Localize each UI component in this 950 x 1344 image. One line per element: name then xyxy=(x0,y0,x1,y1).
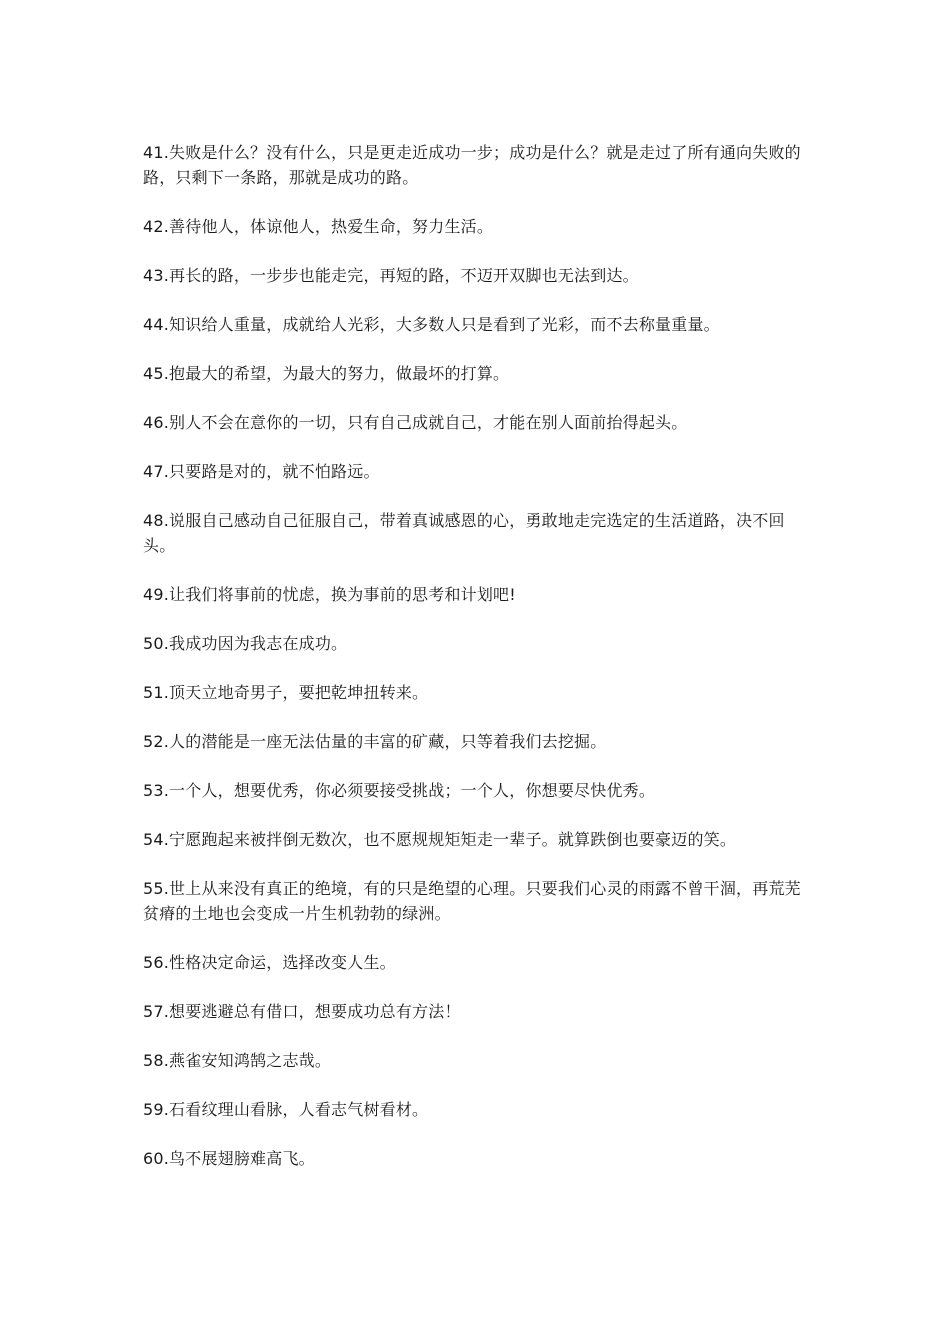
quote-53: 53.一个人，想要优秀，你必须要接受挑战；一个人，你想要尽快优秀。 xyxy=(143,781,656,800)
quote-43: 43.再长的路，一步步也能走完，再短的路，不迈开双脚也无法到达。 xyxy=(143,266,639,285)
quote-46: 46.别人不会在意你的一切，只有自己成就自己，才能在别人面前抬得起头。 xyxy=(143,413,688,432)
quote-44: 44.知识给人重量，成就给人光彩，大多数人只是看到了光彩，而不去称量重量。 xyxy=(143,315,720,334)
quote-57: 57.想要逃避总有借口，想要成功总有方法！ xyxy=(143,1002,461,1021)
quote-58: 58.燕雀安知鸿鹄之志哉。 xyxy=(143,1051,332,1070)
quote-55: 55.世上从来没有真正的绝境，有的只是绝望的心理。只要我们心灵的雨露不曾干涸，再荒芜贫瘠的土地也会变成一片生机勃勃的绿洲。 xyxy=(143,879,801,923)
quote-41: 41.失败是什么？没有什么，只是更走近成功一步；成功是什么？就是走过了所有通向失败的路，只剩下一条路，那就是成功的路。 xyxy=(143,143,801,187)
quote-50: 50.我成功因为我志在成功。 xyxy=(143,634,348,653)
quote-60: 60.鸟不展翅膀难高飞。 xyxy=(143,1149,315,1168)
quote-52: 52.人的潜能是一座无法估量的丰富的矿藏，只等着我们去挖掘。 xyxy=(143,732,607,751)
quote-54: 54.宁愿跑起来被拌倒无数次，也不愿规规矩矩走一辈子。就算跌倒也要豪迈的笑。 xyxy=(143,830,737,849)
quote-56: 56.性格决定命运，选择改变人生。 xyxy=(143,953,396,972)
quote-list xyxy=(143,140,808,1195)
quote-49: 49.让我们将事前的忧虑，换为事前的思考和计划吧! xyxy=(143,585,516,604)
quote-48: 48.说服自己感动自己征服自己，带着真诚感恩的心，勇敢地走完选定的生活道路，决不回头。 xyxy=(143,511,785,555)
quote-45: 45.抱最大的希望，为最大的努力，做最坏的打算。 xyxy=(143,364,510,383)
quote-59: 59.石看纹理山看脉，人看志气树看材。 xyxy=(143,1100,429,1119)
quote-42: 42.善待他人，体谅他人，热爱生命，努力生活。 xyxy=(143,217,494,236)
quote-47: 47.只要路是对的，就不怕路远。 xyxy=(143,462,380,481)
quote-51: 51.顶天立地奇男子，要把乾坤扭转来。 xyxy=(143,683,429,702)
